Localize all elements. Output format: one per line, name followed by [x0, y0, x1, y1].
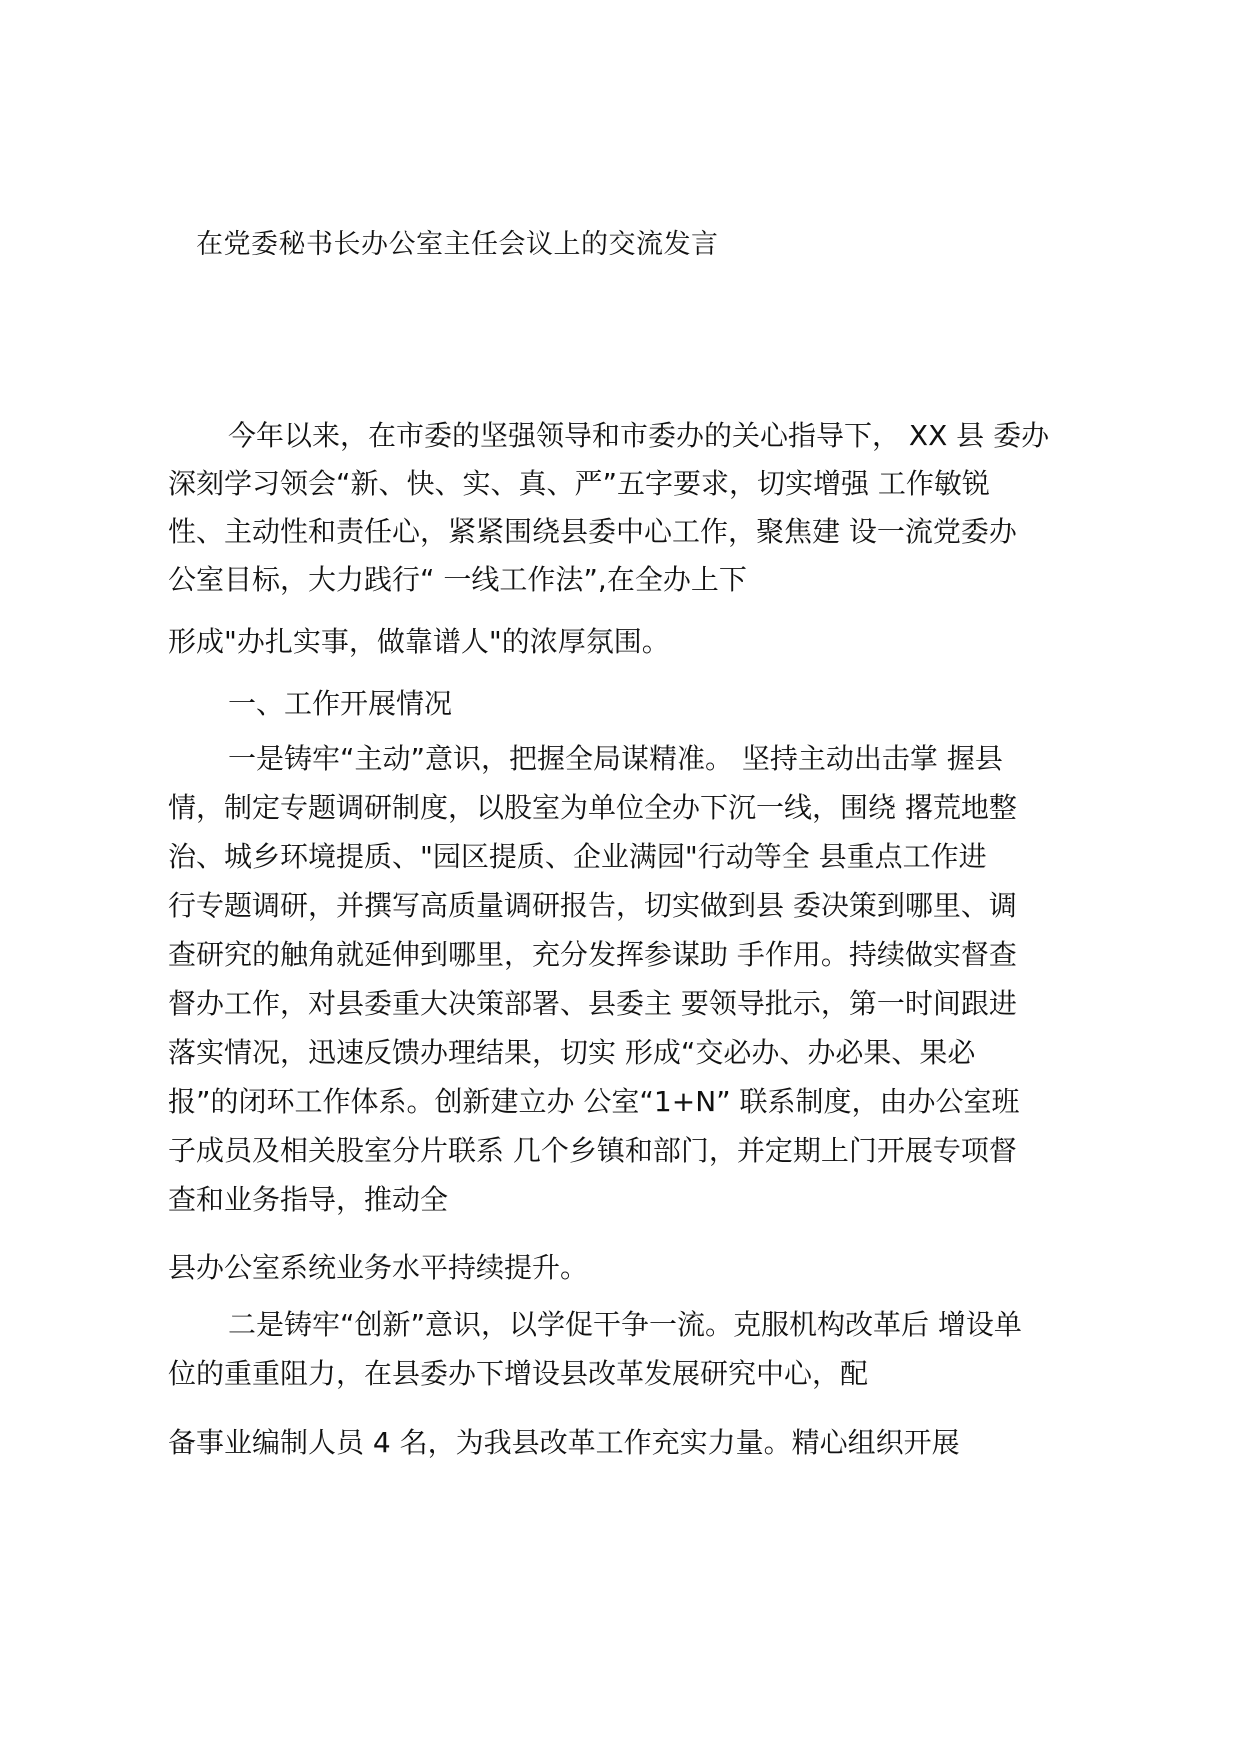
- paragraph-line: 落实情况，迅速反馈办理结果，切实 形成“交必办、办必果、果必: [168, 1036, 976, 1069]
- paragraph-line: 备事业编制人员 4 名，为我县改革工作充实力量。精心组织开展: [168, 1426, 960, 1459]
- paragraph-line: 今年以来，在市委的坚强领导和市委办的关心指导下， XX 县 委办: [228, 419, 1050, 452]
- paragraph-line: 查研究的触角就延伸到哪里，充分发挥参谋助 手作用。持续做实督查: [168, 938, 1017, 971]
- paragraph-line: 深刻学习领会“新、快、实、真、严”五字要求，切实增强 工作敏锐: [168, 467, 990, 500]
- paragraph-line: 二是铸牢“创新”意识，以学促干争一流。克服机构改革后 增设单: [228, 1308, 1022, 1341]
- paragraph-line: 行专题调研，并撰写高质量调研报告，切实做到县 委决策到哪里、调: [168, 889, 1017, 922]
- paragraph-line: 子成员及相关股室分片联系 几个乡镇和部门，并定期上门开展专项督: [168, 1134, 1017, 1167]
- paragraph-line: 治、城乡环境提质、"园区提质、企业满园"行动等全 县重点工作进: [168, 840, 987, 873]
- paragraph-line: 情，制定专题调研制度，以股室为单位全办下沉一线，围绕 撂荒地整: [168, 791, 1017, 824]
- paragraph-line: 公室目标，大力践行“ 一线工作法”,在全办上下: [168, 563, 747, 596]
- paragraph-line: 报”的闭环工作体系。创新建立办 公室“1+N” 联系制度，由办公室班: [168, 1085, 1020, 1118]
- paragraph-line: 形成"办扎实事，做靠谱人"的浓厚氛围。: [168, 625, 670, 658]
- section-heading: 一、工作开展情况: [228, 687, 453, 720]
- paragraph-line: 县办公室系统业务水平持续提升。: [168, 1251, 589, 1284]
- paragraph-line: 位的重重阻力，在县委办下增设县改革发展研究中心，配: [168, 1357, 869, 1390]
- paragraph-line: 性、主动性和责任心，紧紧围绕县委中心工作，聚焦建 设一流党委办: [168, 515, 1017, 548]
- paragraph-line: 一是铸牢“主动”意识，把握全局谋精准。 坚持主动出击掌 握县: [228, 742, 1003, 775]
- paragraph-line: 督办工作，对县委重大决策部署、县委主 要领导批示，第一时间跟进: [168, 987, 1017, 1020]
- document-title: 在党委秘书长办公室主任会议上的交流发言: [196, 229, 719, 260]
- paragraph-line: 查和业务指导，推动全: [168, 1183, 449, 1216]
